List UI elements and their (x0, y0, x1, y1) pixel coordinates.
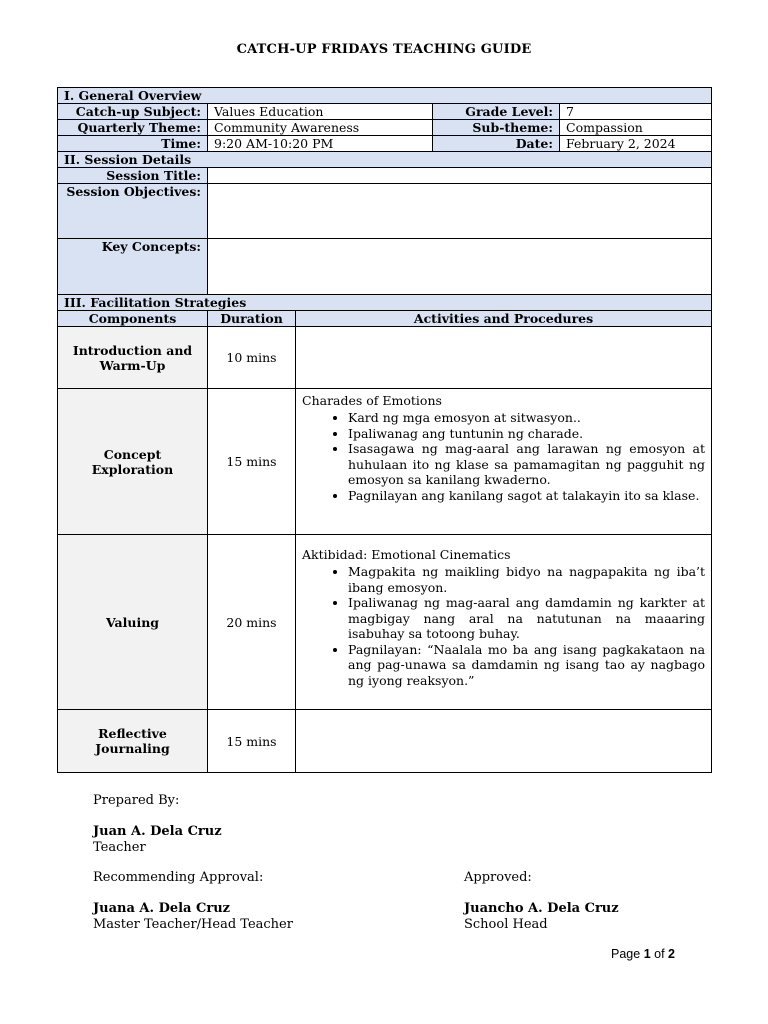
date-value: February 2, 2024 (560, 136, 712, 152)
list-item: • Magpakita ng maikling bidyo na nagpapakita ng iba’t ibang emosyon. (348, 564, 705, 595)
key-concepts-label: Key Concepts: (58, 239, 208, 295)
key-concepts-value (208, 239, 712, 295)
activity-cell (296, 389, 712, 535)
session-title-value (208, 168, 712, 184)
prepared-by-label: Prepared By: (93, 793, 180, 808)
session-title-label: Session Title: (58, 168, 208, 184)
approved-block (464, 870, 619, 933)
session-details-heading: II. Session Details (58, 152, 712, 168)
column-header-duration: Duration (208, 311, 296, 327)
table-row (58, 327, 712, 389)
list-item: • Pagnilayan: “Naalala mo ba ang isang pagkakataon na ang pag-unawa sa damdamin ng isang tao ay nagbago ng iyong reaksyon.” (348, 642, 705, 689)
theme-value: Community Awareness (208, 120, 433, 136)
component-duration: 15 mins (208, 389, 296, 535)
component-duration: 20 mins (208, 535, 296, 710)
facilitation-heading: III. Facilitation Strategies (58, 295, 712, 311)
date-label: Date: (433, 136, 560, 152)
recommending-approval-label: Recommending Approval: (93, 870, 264, 885)
grade-label: Grade Level: (433, 104, 560, 120)
activity-title: Charades of Emotions (302, 393, 442, 408)
grade-value: 7 (560, 104, 712, 120)
component-duration: 15 mins (208, 710, 296, 773)
subtheme-label: Sub-theme: (433, 120, 560, 136)
approved-label: Approved: (464, 870, 532, 885)
component-name: Introduction and Warm-Up (58, 327, 208, 389)
teaching-guide-table (57, 87, 712, 773)
subject-value: Values Education (208, 104, 433, 120)
component-name: Valuing (58, 535, 208, 710)
table-row (58, 389, 712, 535)
recommending-approval-name: Juana A. Dela Cruz (93, 901, 231, 916)
time-value: 9:20 AM-10:20 PM (208, 136, 433, 152)
table-row (58, 535, 712, 710)
approved-role: School Head (464, 917, 548, 932)
subject-label: Catch-up Subject: (58, 104, 208, 120)
list-item: • Ipaliwanag ang tuntunin ng charade. (348, 426, 705, 442)
activity-list (302, 410, 705, 503)
activity-cell (296, 710, 712, 773)
recommending-approval-block (93, 870, 293, 933)
session-objectives-label: Session Objectives: (58, 184, 208, 239)
table-row (58, 710, 712, 773)
list-item: • Ipaliwanag ng mag-aaral ang damdamin ng karkter at magbigay nang aral na natutunan na maaaring isabuhay sa totoong buhay. (348, 595, 705, 642)
page-number: Page 1 of 2 (611, 947, 675, 961)
column-header-activities: Activities and Procedures (296, 311, 712, 327)
page-title: CATCH-UP FRIDAYS TEACHING GUIDE (236, 42, 532, 57)
component-duration: 10 mins (208, 327, 296, 389)
component-name: Reflective Journaling (58, 710, 208, 773)
activity-list (302, 564, 705, 688)
prepared-by-block (93, 793, 222, 856)
component-name: Concept Exploration (58, 389, 208, 535)
list-item: • Pagnilayan ang kanilang sagot at talakayin ito sa klase. (348, 488, 705, 504)
prepared-by-name: Juan A. Dela Cruz (93, 824, 222, 839)
session-objectives-value (208, 184, 712, 239)
list-item: • Kard ng mga emosyon at sitwasyon.. (348, 410, 705, 426)
activity-title: Aktibidad: Emotional Cinematics (302, 547, 511, 562)
prepared-by-role: Teacher (93, 840, 146, 855)
approved-name: Juancho A. Dela Cruz (464, 901, 619, 916)
theme-label: Quarterly Theme: (58, 120, 208, 136)
subtheme-value: Compassion (560, 120, 712, 136)
recommending-approval-role: Master Teacher/Head Teacher (93, 917, 293, 932)
general-overview-heading: I. General Overview (58, 88, 712, 104)
list-item: • Isasagawa ng mag-aaral ang larawan ng emosyon at huhulaan ito ng klase sa pamamagitan ng pagguhit ng emosyon sa kanilang kwaderno. (348, 441, 705, 488)
time-label: Time: (58, 136, 208, 152)
activity-cell (296, 535, 712, 710)
activity-cell (296, 327, 712, 389)
column-header-components: Components (58, 311, 208, 327)
